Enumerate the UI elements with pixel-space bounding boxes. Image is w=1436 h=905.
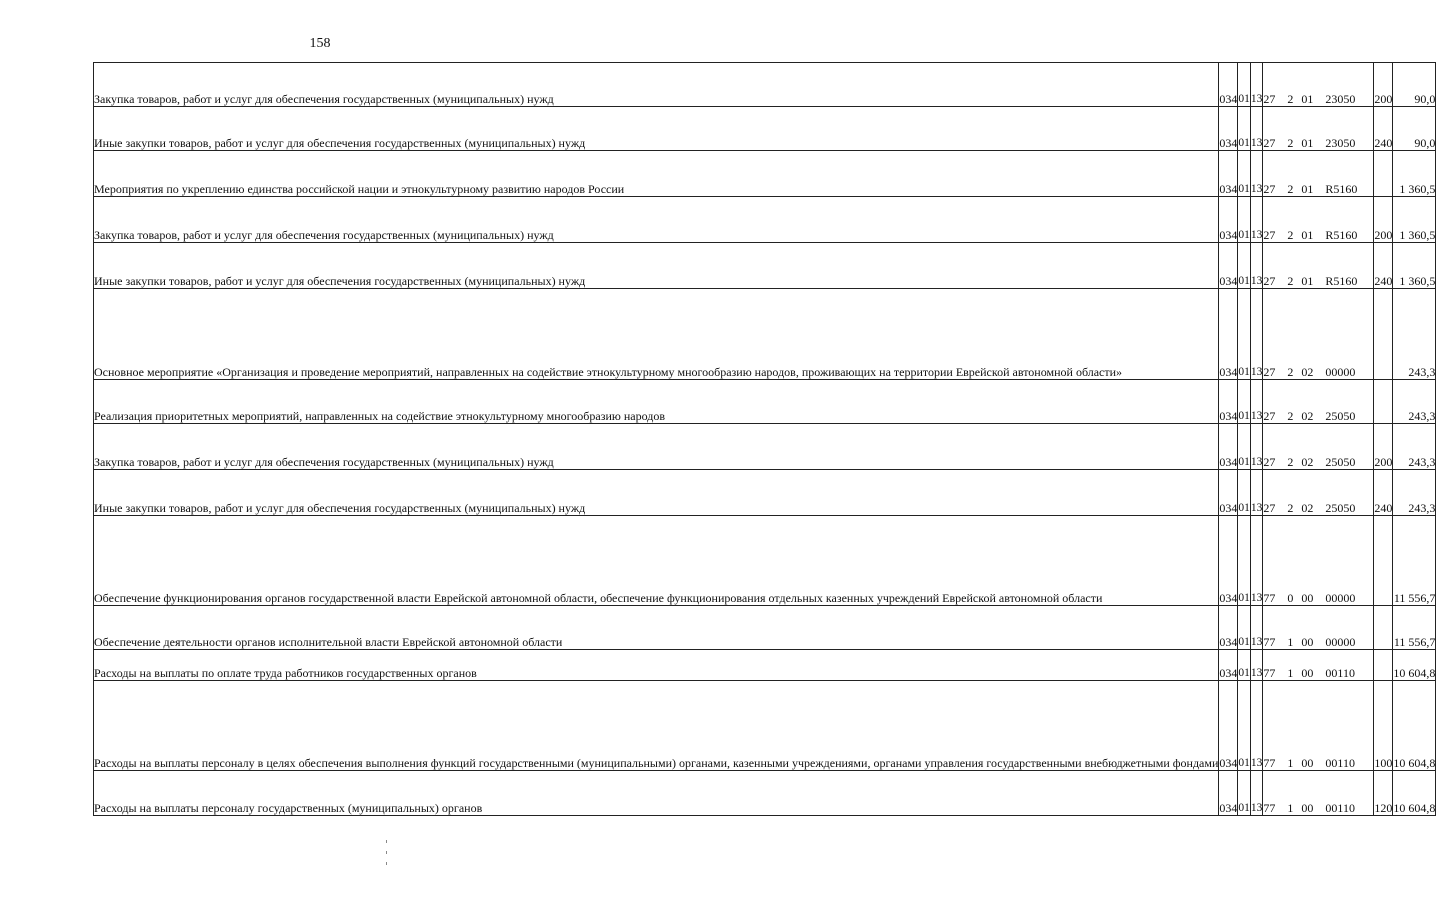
row-name: Иные закупки товаров, работ и услуг для обеспечения государственных (муниципальных) нужд [94,107,1219,151]
row-ved: 034 [1219,516,1238,606]
row-name: Закупка товаров, работ и услуг для обеспечения государственных (муниципальных) нужд [94,424,1219,470]
table-row [94,289,1436,380]
row-cs [1263,771,1374,816]
row-cs-part: 2 [1287,181,1294,196]
row-cs-part: 27 [1263,227,1276,242]
row-cs-part: 25050 [1325,408,1356,423]
row-rz: 01 [1238,470,1251,516]
row-cs-part: 2 [1287,227,1294,242]
row-cs-part: 2 [1287,500,1294,515]
table-row [94,681,1436,771]
row-name: Расходы на выплаты по оплате труда работников государственных органов [94,650,1219,681]
row-pr: 13 [1250,516,1263,606]
row-cs [1263,516,1374,606]
row-ved: 034 [1219,243,1238,289]
row-sum: 1 360,5 [1393,197,1436,243]
row-sum: 243,3 [1393,424,1436,470]
row-sum: 243,3 [1393,380,1436,424]
row-rz: 01 [1238,151,1251,197]
row-vr: 240 [1374,470,1393,516]
row-cs [1263,63,1374,107]
row-cs-part: 02 [1301,364,1314,379]
row-name: Расходы на выплаты персоналу государственных (муниципальных) органов [94,771,1219,816]
row-vr: 200 [1374,424,1393,470]
row-cs-part: 01 [1301,273,1314,288]
row-cs-part: 02 [1301,500,1314,515]
row-sum: 10 604,8 [1393,681,1436,771]
row-ved: 034 [1219,650,1238,681]
table-row [94,650,1436,681]
row-pr: 13 [1250,380,1263,424]
row-cs [1263,681,1374,771]
row-pr: 13 [1250,63,1263,107]
row-cs-part: 00000 [1325,634,1356,649]
row-cs-part: R5160 [1325,273,1358,288]
row-vr [1374,380,1393,424]
table-row [94,151,1436,197]
row-cs-part: 00 [1301,665,1314,680]
row-rz: 01 [1238,63,1251,107]
row-cs-part: 1 [1287,800,1294,815]
row-cs-part: 2 [1287,408,1294,423]
row-cs-part: 00 [1301,634,1314,649]
row-rz: 01 [1238,243,1251,289]
row-ved: 034 [1219,289,1238,380]
row-pr: 13 [1250,771,1263,816]
table-row [94,107,1436,151]
row-vr: 120 [1374,771,1393,816]
row-cs-part: 27 [1263,91,1276,106]
row-ved: 034 [1219,197,1238,243]
page-number: 158 [309,36,331,51]
row-rz: 01 [1238,681,1251,771]
row-name: Реализация приоритетных мероприятий, направленных на содействие этнокультурному многообразию народов [94,380,1219,424]
table-row [94,380,1436,424]
row-cs-part: 01 [1301,227,1314,242]
row-sum: 90,0 [1393,63,1436,107]
row-cs-part: 77 [1263,634,1276,649]
row-rz: 01 [1238,516,1251,606]
row-vr: 240 [1374,107,1393,151]
row-ved: 034 [1219,771,1238,816]
row-cs-part: 00 [1301,800,1314,815]
row-name: Закупка товаров, работ и услуг для обеспечения государственных (муниципальных) нужд [94,197,1219,243]
row-cs-part: 01 [1301,91,1314,106]
row-cs [1263,107,1374,151]
row-cs-part: 77 [1263,590,1276,605]
row-sum: 11 556,7 [1393,516,1436,606]
row-vr [1374,650,1393,681]
row-cs-part: 0 [1287,590,1294,605]
row-name: Расходы на выплаты персоналу в целях обеспечения выполнения функций государственными (муниципальными) органами, казенными учреждениями, органами управления государственными внебюджетными фондами [94,681,1219,771]
row-cs-part: 27 [1263,454,1276,469]
row-pr: 13 [1250,650,1263,681]
row-vr: 240 [1374,243,1393,289]
row-cs-part: 00110 [1325,665,1355,680]
row-cs-part: 02 [1301,454,1314,469]
table-row [94,516,1436,606]
table-row [94,424,1436,470]
row-rz: 01 [1238,606,1251,650]
row-ved: 034 [1219,107,1238,151]
row-ved: 034 [1219,380,1238,424]
row-cs-part: 00 [1301,590,1314,605]
row-name: Обеспечение деятельности органов исполнительной власти Еврейской автономной области [94,606,1219,650]
row-cs [1263,289,1374,380]
row-cs-part: 27 [1263,500,1276,515]
row-cs [1263,424,1374,470]
row-sum: 1 360,5 [1393,243,1436,289]
row-cs [1263,650,1374,681]
row-name: Закупка товаров, работ и услуг для обеспечения государственных (муниципальных) нужд [94,63,1219,107]
row-name: Иные закупки товаров, работ и услуг для обеспечения государственных (муниципальных) нужд [94,243,1219,289]
row-cs [1263,151,1374,197]
row-cs [1263,606,1374,650]
row-rz: 01 [1238,424,1251,470]
row-cs-part: 2 [1287,273,1294,288]
row-cs-part: 2 [1287,364,1294,379]
row-vr: 200 [1374,197,1393,243]
row-sum: 243,3 [1393,470,1436,516]
row-cs [1263,243,1374,289]
row-cs-part: 27 [1263,181,1276,196]
row-pr: 13 [1250,681,1263,771]
row-cs-part: 1 [1287,634,1294,649]
row-pr: 13 [1250,107,1263,151]
row-cs [1263,380,1374,424]
row-cs-part: 00000 [1325,590,1356,605]
row-name: Иные закупки товаров, работ и услуг для обеспечения государственных (муниципальных) нужд [94,470,1219,516]
row-cs-part: 00000 [1325,364,1356,379]
row-cs-part: 2 [1287,135,1294,150]
table-row [94,771,1436,816]
table-row [94,197,1436,243]
row-cs-part: 2 [1287,91,1294,106]
row-rz: 01 [1238,197,1251,243]
row-cs-part: 25050 [1325,500,1356,515]
row-pr: 13 [1250,197,1263,243]
budget-table [93,62,1436,816]
row-cs-part: 00110 [1325,800,1355,815]
row-vr [1374,151,1393,197]
row-name: Основное мероприятие «Организация и проведение мероприятий, направленных на содействие этнокультурному многообразию народов, проживающих на территории Еврейской автономной области» [94,289,1219,380]
scan-marks [386,840,388,880]
row-pr: 13 [1250,470,1263,516]
row-ved: 034 [1219,470,1238,516]
table-body [94,63,1436,816]
row-cs-part: 27 [1263,408,1276,423]
row-cs [1263,470,1374,516]
row-rz: 01 [1238,650,1251,681]
table-row [94,606,1436,650]
row-cs-part: 77 [1263,755,1276,770]
row-vr: 200 [1374,63,1393,107]
row-cs-part: 23050 [1325,91,1356,106]
row-ved: 034 [1219,681,1238,771]
table-row [94,243,1436,289]
row-cs-part: 25050 [1325,454,1356,469]
row-cs-part: 27 [1263,135,1276,150]
row-name: Мероприятия по укреплению единства российской нации и этнокультурному развитию народов России [94,151,1219,197]
row-vr: 100 [1374,681,1393,771]
row-sum: 90,0 [1393,107,1436,151]
row-sum: 1 360,5 [1393,151,1436,197]
row-pr: 13 [1250,243,1263,289]
row-sum: 10 604,8 [1393,771,1436,816]
row-sum: 243,3 [1393,289,1436,380]
row-vr [1374,606,1393,650]
row-cs-part: 00110 [1325,755,1355,770]
row-cs-part: R5160 [1325,227,1358,242]
row-cs-part: R5160 [1325,181,1358,196]
row-cs-part: 02 [1301,408,1314,423]
row-pr: 13 [1250,289,1263,380]
row-cs-part: 23050 [1325,135,1356,150]
row-cs-part: 27 [1263,273,1276,288]
row-rz: 01 [1238,289,1251,380]
row-pr: 13 [1250,151,1263,197]
row-cs-part: 01 [1301,181,1314,196]
row-cs-part: 01 [1301,135,1314,150]
row-ved: 034 [1219,151,1238,197]
row-sum: 11 556,7 [1393,606,1436,650]
row-pr: 13 [1250,606,1263,650]
row-rz: 01 [1238,107,1251,151]
row-sum: 10 604,8 [1393,650,1436,681]
row-cs-part: 2 [1287,454,1294,469]
row-ved: 034 [1219,606,1238,650]
row-cs-part: 77 [1263,800,1276,815]
row-vr [1374,289,1393,380]
row-rz: 01 [1238,771,1251,816]
row-cs-part: 1 [1287,755,1294,770]
row-cs [1263,197,1374,243]
row-cs-part: 1 [1287,665,1294,680]
row-cs-part: 00 [1301,755,1314,770]
row-pr: 13 [1250,424,1263,470]
row-vr [1374,516,1393,606]
row-ved: 034 [1219,424,1238,470]
row-cs-part: 27 [1263,364,1276,379]
table-row [94,63,1436,107]
row-ved: 034 [1219,63,1238,107]
row-rz: 01 [1238,380,1251,424]
row-cs-part: 77 [1263,665,1276,680]
table-row [94,470,1436,516]
row-name: Обеспечение функционирования органов государственной власти Еврейской автономной области, обеспечение функционирования отдельных казенных учреждений Еврейской автономной области [94,516,1219,606]
